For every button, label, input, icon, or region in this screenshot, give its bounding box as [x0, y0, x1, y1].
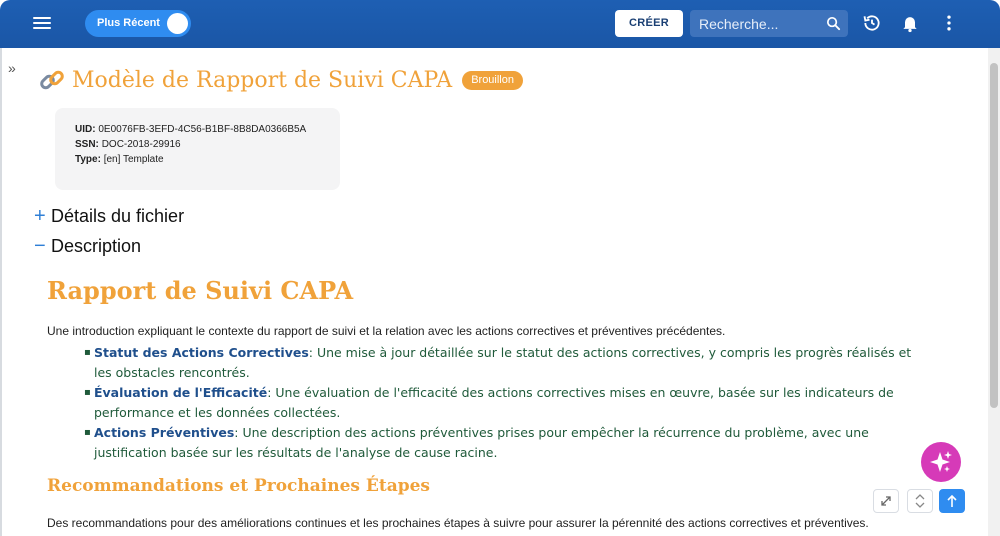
scroll-top-button[interactable] [939, 489, 965, 513]
uid-row [75, 122, 340, 137]
expand-button[interactable] [873, 489, 899, 513]
recent-toggle[interactable] [85, 10, 191, 37]
history-icon[interactable] [862, 13, 882, 33]
file-details-label: Détails du fichier [51, 206, 185, 226]
ai-assistant-button[interactable] [921, 442, 961, 482]
bullet-term: Statut des Actions Correctives [94, 345, 309, 360]
left-border [0, 48, 2, 536]
plus-icon: + [34, 205, 46, 227]
sparkle-icon [921, 442, 961, 482]
menu-icon[interactable] [33, 14, 51, 32]
description-toggle[interactable] [34, 235, 141, 258]
recent-toggle-label: Plus Récent [97, 17, 160, 29]
ssn-label: SSN: [75, 139, 99, 150]
bullet-list [84, 343, 924, 463]
expand-icon [874, 490, 898, 512]
scrollbar[interactable] [988, 48, 1000, 536]
list-item [84, 383, 924, 423]
intro-text: Une introduction expliquant le contexte du rapport de suivi et la relation avec les actions correctives et préventives précédentes. [47, 324, 726, 338]
ssn-value: DOC-2018-29916 [101, 139, 181, 150]
top-bar [0, 0, 1000, 48]
file-details-toggle[interactable] [34, 205, 184, 228]
expand-panel-icon[interactable]: » [8, 60, 16, 76]
toggle-knob [167, 13, 188, 34]
list-item [84, 423, 924, 463]
scrollbar-thumb[interactable] [990, 63, 998, 408]
type-label: Type: [75, 154, 101, 165]
content-subheading: Recommandations et Prochaines Étapes [47, 476, 430, 496]
sort-button[interactable] [907, 489, 933, 513]
search-input[interactable] [690, 10, 820, 37]
search-box [690, 10, 848, 37]
type-row [75, 152, 340, 167]
link-icon [38, 66, 66, 94]
description-label: Description [51, 236, 142, 256]
metadata-card [55, 108, 340, 190]
arrow-up-icon [940, 490, 964, 512]
page-title: Modèle de Rapport de Suivi CAPA [72, 67, 453, 93]
bell-icon[interactable] [900, 13, 920, 33]
more-vert-icon[interactable] [939, 13, 959, 33]
content-heading: Rapport de Suivi CAPA [47, 276, 354, 305]
bullet-text: : Une évaluation de l'efficacité des actions correctives mises en œuvre, basée sur les indicateurs de performance et les données collectées. [94, 385, 894, 420]
status-badge: Brouillon [462, 71, 523, 90]
uid-value: 0E0076FB-3EFD-4C56-B1BF-8B8DA0366B5A [98, 124, 307, 135]
search-icon[interactable] [825, 15, 842, 32]
ssn-row [75, 137, 340, 152]
create-button[interactable]: CRÉER [615, 10, 683, 37]
outro-text: Des recommandations pour des améliorations continues et les prochaines étapes à suivre pour assurer la pérennité des actions correctives et préventives. [47, 516, 869, 530]
list-item [84, 343, 924, 383]
bullet-text: : Une description des actions préventives prises pour empêcher la récurrence du problème, avec une justification basée sur les résultats de l'analyse de cause racine. [94, 425, 869, 460]
bullet-text: : Une mise à jour détaillée sur le statut des actions correctives, y compris les progrès réalisés et les obstacles rencontrés. [94, 345, 912, 380]
bullet-term: Évaluation de l'Efficacité [94, 385, 268, 400]
title-row [38, 64, 523, 96]
uid-label: UID: [75, 124, 96, 135]
type-value: [en] Template [103, 154, 164, 165]
minus-icon: − [34, 235, 46, 257]
bullet-term: Actions Préventives [94, 425, 235, 440]
sort-icon [908, 490, 932, 512]
